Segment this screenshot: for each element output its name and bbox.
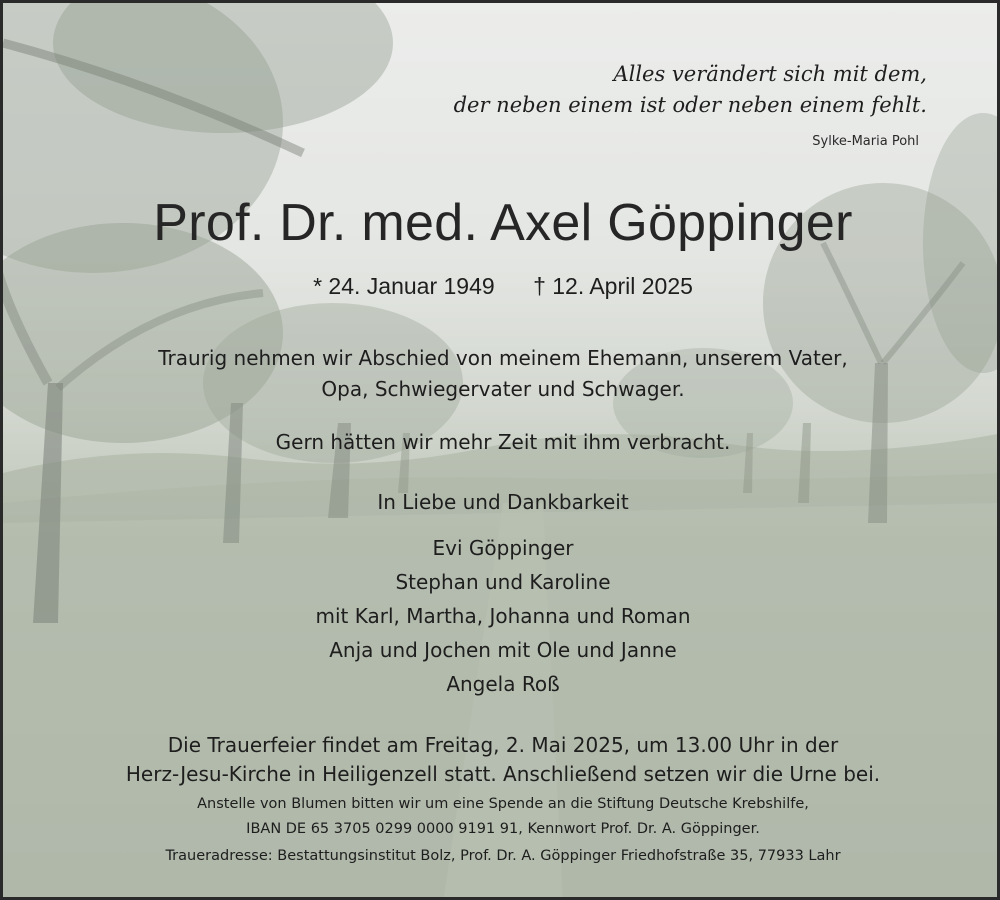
family-member: Stephan und Karoline [395,570,611,594]
funeral-line-2: Herz-Jesu-Kirche in Heiligenzell statt. Anschließend setzen wir die Urne bei. [125,762,881,786]
death-date: † 12. April 2025 [533,273,693,299]
closing-text: In Liebe und Dankbarkeit [377,490,629,514]
donation-info [3,792,1000,842]
deceased-name: Prof. Dr. med. Axel Göppinger [153,194,853,252]
quote-author: Sylke-Maria Pohl [812,134,919,149]
mourning-line-1: Traurig nehmen wir Abschied von meinem Ehemann, unserem Vater, [158,346,848,370]
mourning-text [3,343,1000,405]
life-dates [3,273,1000,300]
donation-line-1: Anstelle von Blumen bitten wir um eine Spende an die Stiftung Deutsche Krebshilfe, [197,796,809,812]
family-member: Anja und Jochen mit Ole und Janne [329,638,677,662]
wish-text: Gern hätten wir mehr Zeit mit ihm verbracht. [275,430,731,454]
quote [367,59,927,121]
quote-line-2: der neben einem ist oder neben einem fehlt. [453,93,927,117]
mourning-address: Traueradresse: Bestattungsinstitut Bolz, Prof. Dr. A. Göppinger Friedhofstraße 35, 77933 Lahr [165,848,841,864]
funeral-info [3,731,1000,789]
quote-line-1: Alles verändert sich mit dem, [613,62,927,86]
family-member: Evi Göppinger [432,536,574,560]
notice-content [3,3,1000,900]
mourning-line-2: Opa, Schwiegervater und Schwager. [321,377,685,401]
family-member: mit Karl, Martha, Johanna und Roman [315,604,691,628]
funeral-line-1: Die Trauerfeier findet am Freitag, 2. Mai 2025, um 13.00 Uhr in der [167,733,839,757]
family-member: Angela Roß [446,672,560,696]
family-list [3,531,1000,701]
birth-date: * 24. Januar 1949 [313,273,495,299]
donation-line-2: IBAN DE 65 3705 0299 0000 9191 91, Kennwort Prof. Dr. A. Göppinger. [246,821,760,837]
